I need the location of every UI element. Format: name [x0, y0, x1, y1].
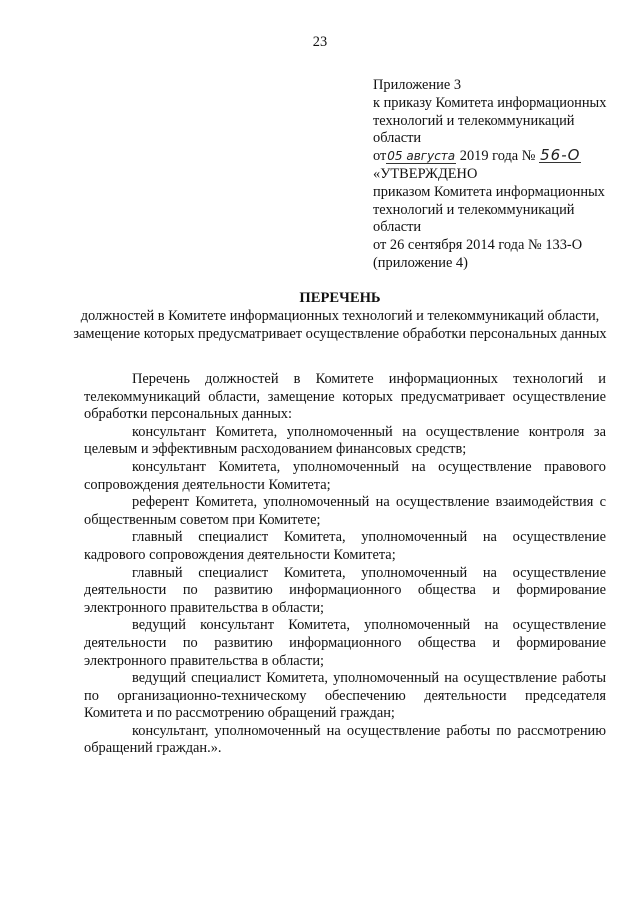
appendix-line: области — [373, 130, 422, 147]
page-number: 23 — [312, 34, 328, 50]
document-body — [84, 371, 606, 758]
order-date-line — [373, 148, 623, 166]
position-item: главный специалист Комитета, уполномоченный на осуществление деятельности по развитию информационного общества и формирование электронного правительства в области; — [84, 564, 606, 616]
appendix-line: технологий и телекоммуникаций — [373, 112, 575, 129]
handwritten-date: 05 августа — [387, 149, 456, 164]
position-item: ведущий специалист Комитета, уполномоченный на осуществление работы по организационно-техническому обеспечению деятельности председателя Комитета и по рассмотрению обращений граждан; — [84, 670, 606, 722]
approved-order-date: от 26 сентября 2014 года № 133-О — [373, 237, 583, 254]
position-item: консультант Комитета, уполномоченный на осуществление контроля за целевым и эффективным расходованием финансовых средств; — [84, 423, 606, 458]
appendix-line: к приказу Комитета информационных — [373, 94, 607, 111]
date-suffix: 2019 года № — [459, 148, 536, 165]
appendix-title: Приложение 3 — [373, 77, 462, 93]
body-paragraph: Перечень должностей в Комитете информационных технологий и телекоммуникаций области, замещение которых предусматривает осуществление обработки персональных данных: — [84, 371, 606, 423]
position-item: ведущий консультант Комитета, уполномоченный на осуществление деятельности по развитию информационного общества и формирование электронного правительства в области; — [84, 617, 606, 669]
handwritten-order-number: 56-О — [540, 146, 581, 165]
approved-order-line: технологий и телекоммуникаций — [373, 201, 575, 218]
approved-order-appendix: (приложение 4) — [373, 254, 468, 271]
document-subtitle: должностей в Комитете информационных технологий и телекоммуникаций области, замещение которых предусматривает осуществление обработки персональных данных — [73, 308, 607, 342]
approved-order-line: области — [373, 219, 422, 236]
position-item: главный специалист Комитета, уполномоченный на осуществление кадрового сопровождения деятельности Комитета; — [84, 529, 606, 563]
title-block — [60, 289, 620, 344]
date-prefix: от — [373, 148, 387, 165]
appendix-header — [373, 77, 623, 273]
document-title: ПЕРЕЧЕНЬ — [299, 290, 381, 306]
approved-label: «УТВЕРЖДЕНО — [373, 165, 478, 182]
position-item: консультант Комитета, уполномоченный на осуществление правового сопровождения деятельности Комитета; — [84, 458, 606, 493]
approved-order-line: приказом Комитета информационных — [373, 183, 605, 200]
position-item: референт Комитета, уполномоченный на осуществление взаимодействия с общественным советом при Комитете; — [84, 494, 606, 528]
position-item: консультант, уполномоченный на осуществление работы по рассмотрению обращений граждан.». — [84, 722, 606, 757]
